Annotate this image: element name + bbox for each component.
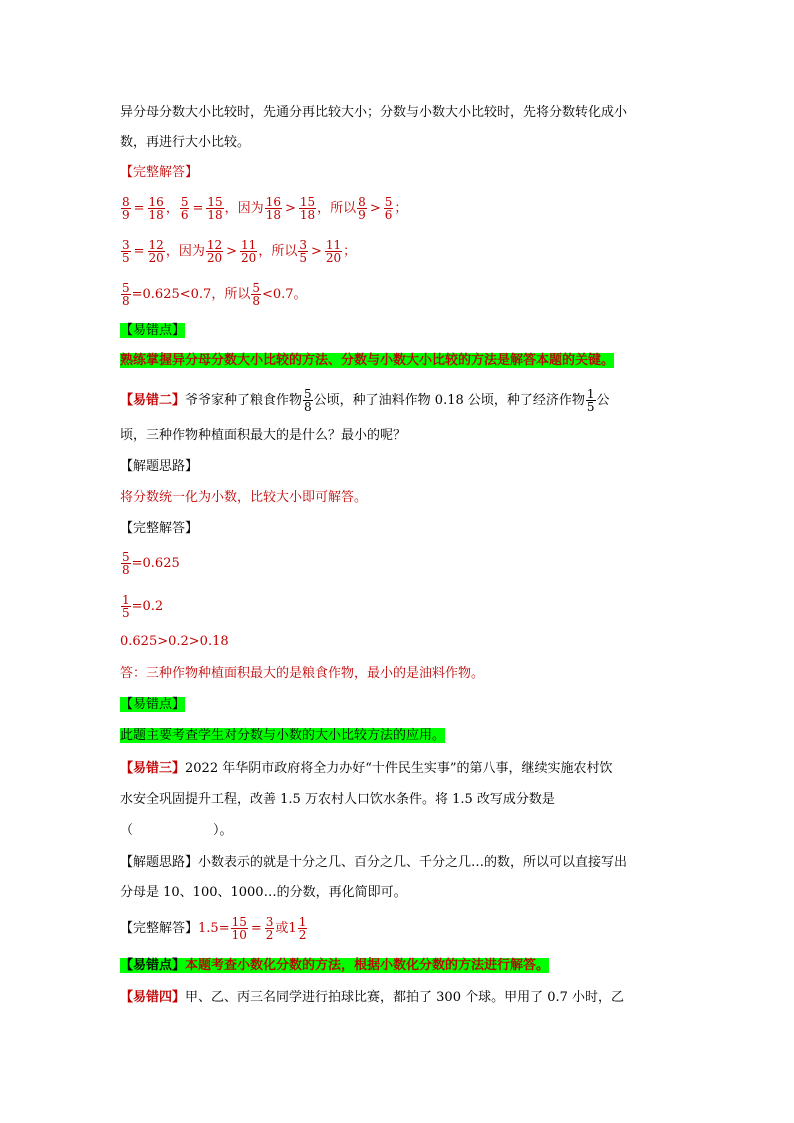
e3-question-line-2: 水安全巩固提升工程，改善 1.5 万农村人口饮水条件。将 1.5 改写成分数是	[120, 792, 555, 807]
full-answer-heading: 【完整解答】	[120, 165, 199, 180]
full-answer-heading-2: 【完整解答】	[120, 521, 199, 536]
e3-idea-line-2: 分母是 10、100、1000…的分数，再化简即可。	[120, 885, 407, 900]
e2-question-line-2: 顷，三种作物种植面积最大的是什么？最小的呢？	[120, 428, 407, 443]
idea-text-2: 将分数统一化为小数，比较大小即可解答。	[120, 490, 368, 505]
e2-question-line-1: 【易错二】爷爷家种了粮食作物 $\frac{5}{8}$ 公顷，种了油料作物 0.18 公顷，种了经济作物 $\frac{1}{5}$ 公	[120, 387, 610, 414]
e3-idea-line-1: 【解题思路】小数表示的就是十分之几、百分之几、千分之几…的数，所以可以直接写出	[120, 855, 628, 870]
e4-question-line-1: 【易错四】甲、乙、丙三名同学进行拍球比赛，都拍了 300 个球。甲用了 0.7 小时，乙	[120, 990, 625, 1005]
e1-row-2: $\frac{3}{5}$ = $\frac{12}{20}$ ，因为 $\frac{12}{20}$ > $\frac{11}{20}$ ，所以 $\frac{3}{5}$ > $\frac{11}{20}$ ；	[122, 238, 357, 265]
pitfall-heading-2: 【易错点】	[120, 697, 186, 712]
e3-answer: 【完整解答】1.5= $\frac{15}{10}$ = $\frac{3}{2}$ 或1 $\frac{1}{2}$	[120, 915, 307, 942]
idea-heading-2: 【解题思路】	[120, 459, 199, 474]
e2-answer-text: 答：三种作物种植面积最大的是粮食作物，最小的是油料作物。	[120, 666, 485, 681]
intro-line-1: 异分母分数大小比较时，先通分再比较大小；分数与小数大小比较时，先将分数转化成小	[120, 105, 628, 120]
intro-line-2: 数，再进行大小比较。	[120, 135, 251, 150]
e2-answer-2: $\frac{1}{5}$ =0.2	[122, 593, 164, 620]
pitfall-heading-1: 【易错点】	[120, 323, 186, 338]
e4-label: 【易错四】	[120, 990, 186, 1005]
pitfall-3: 【易错点】本题考查小数化分数的方法，根据小数化分数的方法进行解答。	[120, 958, 550, 973]
e2-answer-3: 0.625>0.2>0.18	[120, 634, 229, 649]
pitfall-text-1: 熟练掌握异分母分数大小比较的方法、分数与小数大小比较的方法是解答本题的关键。	[120, 353, 615, 368]
pitfall-text-2: 此题主要考查学生对分数与小数的大小比较方法的应用。	[120, 728, 446, 743]
e1-row-1: $\frac{8}{9}$ = $\frac{16}{18}$ ， $\frac{5}{6}$ = $\frac{15}{18}$ ，因为 $\frac{16}{18}$ > $\frac{15}{18}$ ，所以 $\frac{8}{9}$ > $\frac{5}{6}$ ；	[122, 195, 408, 222]
e3-label: 【易错三】	[120, 761, 186, 776]
e3-question-line-1: 【易错三】2022 年华阴市政府将全力办好“十件民生实事”的第八事，继续实施农村饮	[120, 761, 613, 776]
e2-answer-1: $\frac{5}{8}$ =0.625	[122, 550, 180, 577]
e1-row-3: $\frac{5}{8}$ =0.625<0.7，所以 $\frac{5}{8}$ <0.7。	[122, 281, 307, 308]
e2-label: 【易错二】	[120, 393, 186, 408]
e3-question-line-3: （ ）。	[120, 823, 233, 838]
